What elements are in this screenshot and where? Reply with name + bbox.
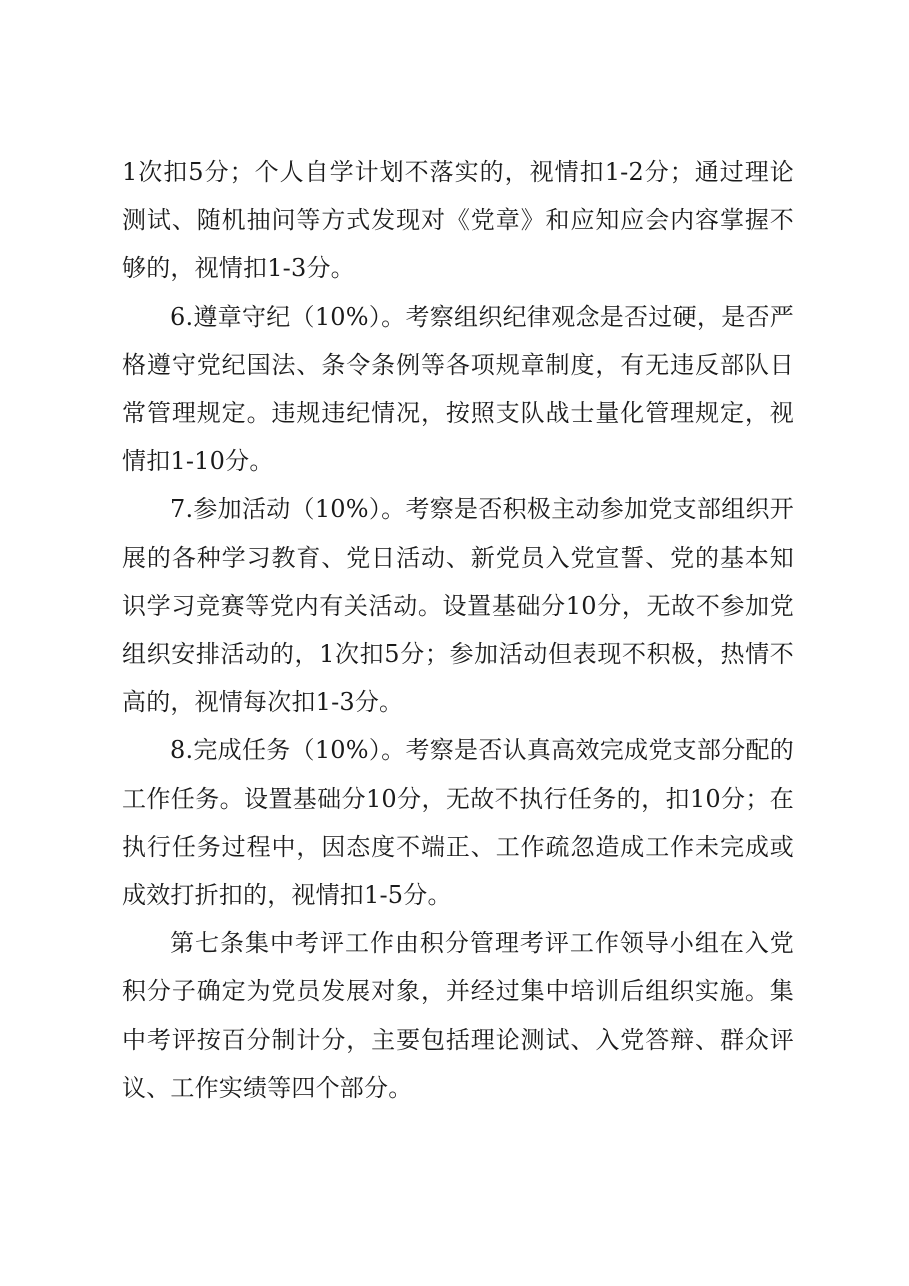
paragraph-article-7: 第七条集中考评工作由积分管理考评工作领导小组在入党积分子确定为党员发展对象，并经过集中培训后组织实施。集中考评按百分制计分，主要包括理论测试、入党答辩、群众评议、工作实绩等四个部分。: [122, 929, 794, 1102]
paragraph-continuation: 1次扣5分；个人自学计划不落实的，视情扣1-2分；通过理论测试、随机抽问等方式发现对《党章》和应知应会内容掌握不够的，视情扣1-3分。: [122, 158, 794, 283]
paragraph-rule-6: 6.遵章守纪（10%）。考察组织纪律观念是否过硬，是否严格遵守党纪国法、条令条例等各项规章制度，有无违反部队日常管理规定。违规违纪情况，按照支队战士量化管理规定，视情扣1-10分。: [122, 302, 794, 476]
paragraph-rule-8: 8.完成任务（10%）。考察是否认真高效完成党支部分配的工作任务。设置基础分10分，无故不执行任务的，扣10分；在执行任务过程中，因态度不端正、工作疏忽造成工作未完成或成效打折扣的，视情扣1-5分。: [122, 736, 794, 910]
document-body: [122, 148, 794, 1112]
paragraph-rule-7: 7.参加活动（10%）。考察是否积极主动参加党支部组织开展的各种学习教育、党日活动、新党员入党宣誓、党的基本知识学习竞赛等党内有关活动。设置基础分10分，无故不参加党组织安排活动的，1次扣5分；参加活动但表现不积极，热情不高的，视情每次扣1-3分。: [122, 495, 794, 717]
